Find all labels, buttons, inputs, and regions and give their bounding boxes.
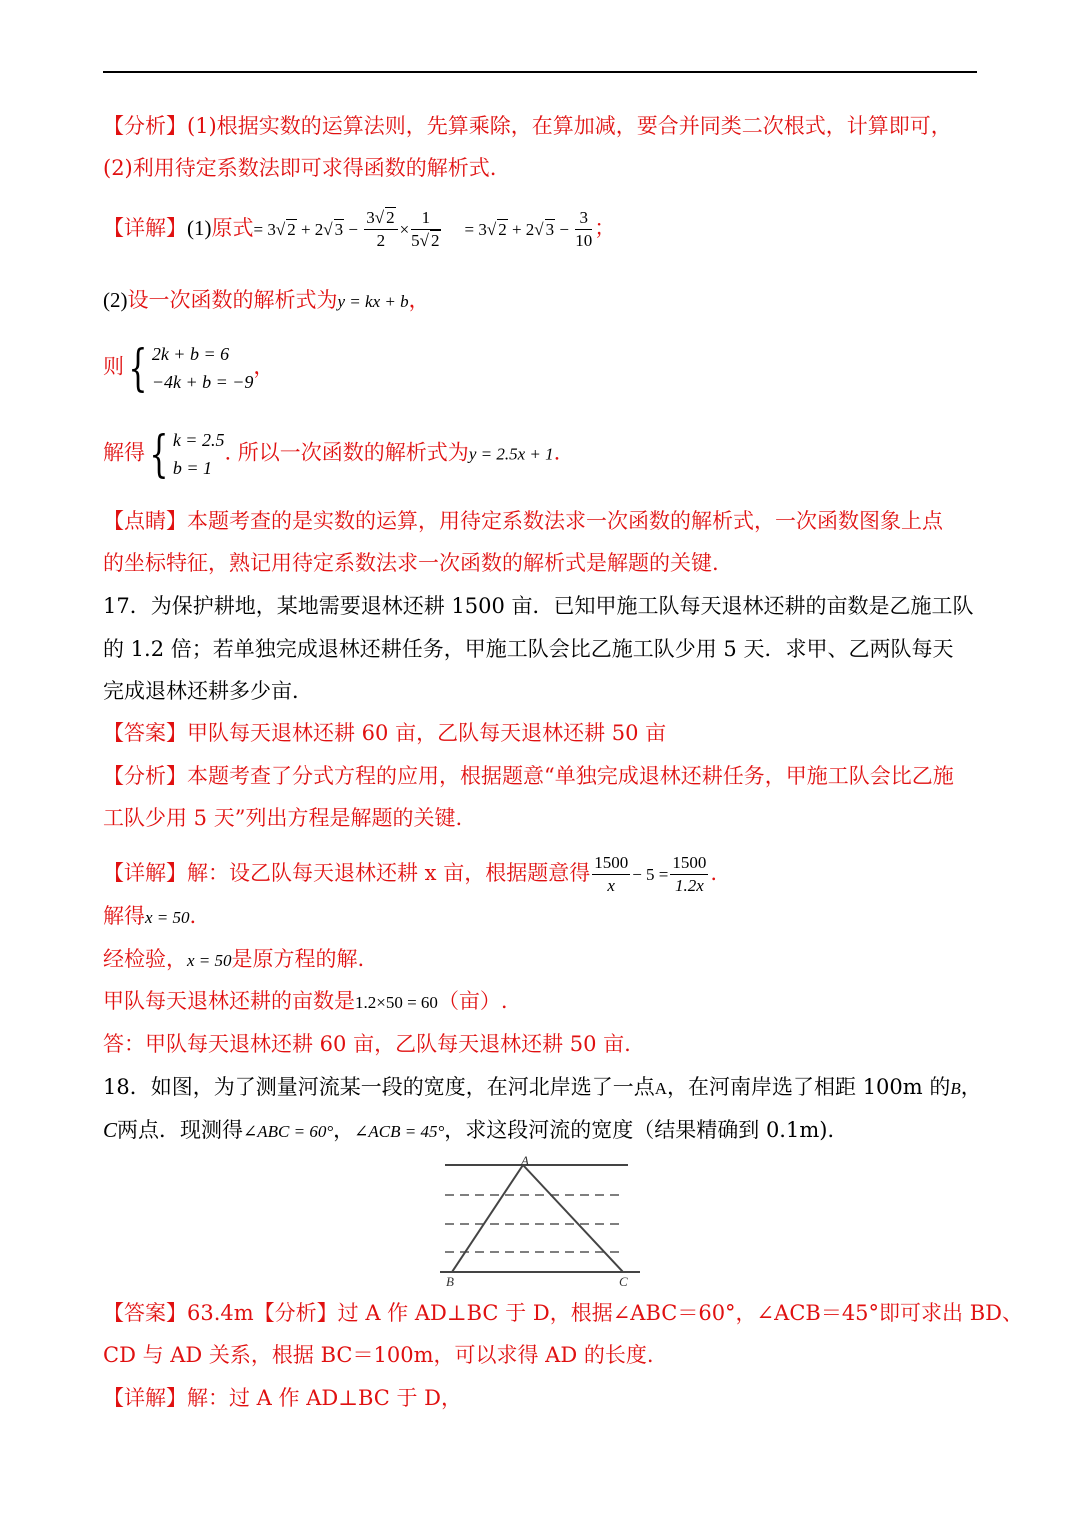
fraction-3: $\frac{3}{10}$ <box>575 208 593 250</box>
solution-system: k = 2.5 b = 1 <box>172 430 225 478</box>
eq-b: = 3 <box>464 220 487 239</box>
q17-line-1: 17．为保护耕地，某地需要退林还耕 1500 亩．已知甲施工队每天退林还耕的亩数是乙施工队 <box>103 594 974 618</box>
root-3: 3 <box>334 220 344 239</box>
q17-fraction-2: $\frac{1500}{1.2x}$ <box>672 853 707 895</box>
so-equation: y = 2.5x + 1 <box>468 444 554 464</box>
q17-line-3: 完成退林还耕多少亩． <box>103 679 313 703</box>
q17-final: 答：甲队每天退林还耕 60 亩，乙队每天退林还耕 50 亩. <box>103 1032 631 1056</box>
header-rule <box>103 71 977 73</box>
q18-detail: 【详解】解：过 A 作 AD⊥BC 于 D， <box>103 1386 463 1410</box>
part-2-label: (2) <box>103 288 128 312</box>
q18-answer-1: 【答案】63.4m【分析】过 A 作 AD⊥BC 于 D，根据∠ABC＝60°，∠ACB＝45°即可求出 BD、 <box>103 1301 1023 1325</box>
q18-answer-2: CD 与 AD 关系，根据 BC＝100m，可以求得 AD 的长度. <box>103 1343 654 1367</box>
q17-analysis-2: 工队少用 5 天”列出方程是解题的关键. <box>103 806 463 830</box>
semicolon: ； <box>594 216 616 240</box>
detail-line-2: (2)设一次函数的解析式为y = kx + b， <box>103 288 430 312</box>
side-ac <box>523 1165 623 1272</box>
q17-detail-text: 【详解】解：设乙队每天退林还耕 x 亩，根据题意得 <box>103 861 591 885</box>
set-text: 设一次函数的解析式为 <box>127 288 338 312</box>
system-line: 则{ 2k + b = 6 −4k + b = −9 ， <box>103 339 275 397</box>
analysis-line-1: 【分析】(1)根据实数的运算法则，先算乘除，在算加减，要合并同类二次根式，计算即可， <box>103 114 952 138</box>
q17-detail: 【详解】解：设乙队每天退林还耕 x 亩，根据题意得 $\frac{1500}{x}$ − 5 = $\frac{1500}{1.2x}$ . <box>103 853 718 895</box>
eq-a: = 3 <box>253 220 276 239</box>
root-2: 2 <box>287 220 296 239</box>
detail-line-1: 【详解】(1)原式= 3√ 2 + 2√ 3 − $\frac{3√ 2}{2}$ × $\frac{1}{5√ 2}$ = 3√ 2 + 2√ 3 − $\frac{3}{10}$ ； <box>103 208 616 250</box>
keypoint-line-2: 的坐标特征，熟记用待定系数法求一次函数的解析式是解题的关键. <box>103 551 719 575</box>
then-label: 则 <box>103 354 124 379</box>
river-figure <box>430 1152 650 1292</box>
set-equation: y = kx + b <box>337 292 409 311</box>
keypoint-line-1: 【点睛】本题考查的是实数的运算，用待定系数法求一次函数的解析式，一次函数图象上点 <box>103 509 943 533</box>
solve-label: 解得 <box>103 440 145 465</box>
label-c: C <box>619 1274 628 1289</box>
detail-tag: 【详解】 <box>103 216 187 240</box>
plus: + 2 <box>296 220 324 239</box>
so-text: . 所以一次函数的解析式为 <box>224 440 469 465</box>
brace-icon: { <box>128 339 148 397</box>
q18-line-1: 18．如图，为了测量河流某一段的宽度，在河北岸选了一点A，在河南岸选了相距 100m 的B， <box>103 1075 982 1099</box>
part-1-label: (1) <box>187 216 212 240</box>
solution-line: 解得{ k = 2.5 b = 1 . 所以一次函数的解析式为y = 2.5x + 1. <box>103 425 561 483</box>
q17-jia: 甲队每天退林还耕的亩数是1.2×50 = 60（亩）. <box>103 989 508 1013</box>
q17-check: 经检验，x = 50是原方程的解. <box>103 947 365 971</box>
brace-icon: { <box>149 425 169 483</box>
q17-fraction-1: $\frac{1500}{x}$ <box>594 853 629 895</box>
q18-line-2: C两点．现测得∠ABC = 60°，∠ACB = 45°，求这段河流的宽度（结果精确到 0.1m)． <box>103 1118 849 1142</box>
fraction-1: $\frac{3√ 2}{2}$ <box>364 207 397 252</box>
q17-analysis-1: 【分析】本题考查了分式方程的应用，根据题意“单独完成退林还耕任务，甲施工队会比乙施 <box>103 764 954 788</box>
label-a: A <box>521 1153 529 1168</box>
label-b: B <box>446 1274 454 1289</box>
fraction-2: $\frac{1}{5√ 2}$ <box>411 208 440 250</box>
side-ab <box>452 1165 523 1272</box>
q17-answer: 【答案】甲队每天退林还耕 60 亩，乙队每天退林还耕 50 亩 <box>103 721 667 745</box>
q17-solve: 解得x = 50. <box>103 904 197 928</box>
analysis-line-2: (2)利用待定系数法即可求得函数的解析式. <box>103 156 497 180</box>
minus: − <box>344 220 363 239</box>
q17-line-2: 的 1.2 倍；若单独完成退林还耕任务，甲施工队会比乙施工队少用 5 天．求甲、乙两队每天 <box>103 637 954 661</box>
equation-system: 2k + b = 6 −4k + b = −9 <box>151 344 254 392</box>
times: × <box>399 220 410 239</box>
original-expr-label: 原式 <box>211 216 254 240</box>
